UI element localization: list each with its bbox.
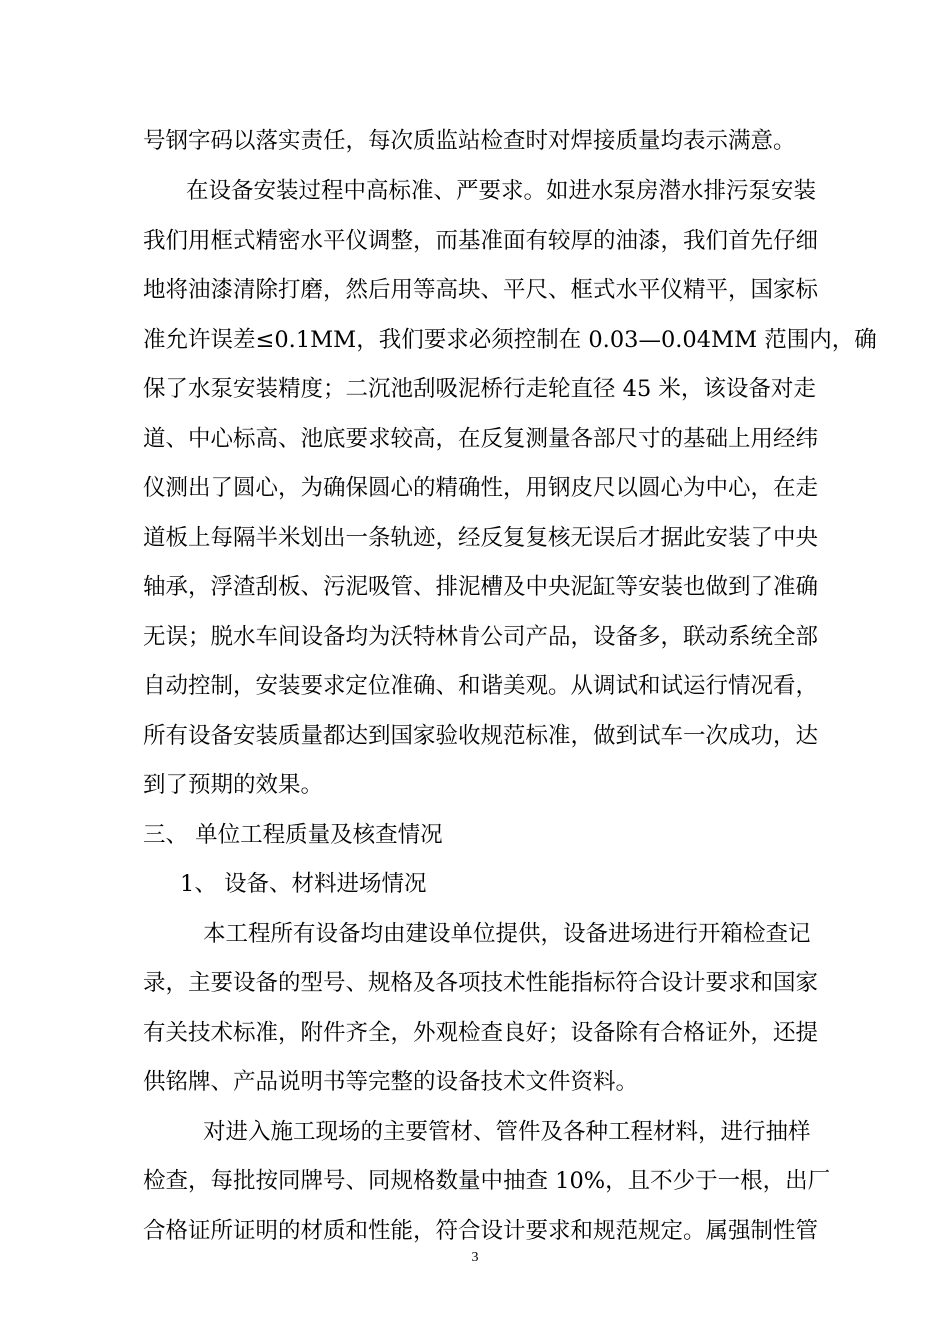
text-line: 道板上每隔半米划出一条轨迹，经反复复核无误后才据此安装了中央	[143, 525, 819, 551]
text-line: 录，主要设备的型号、规格及各项技术性能指标符合设计要求和国家	[143, 970, 819, 996]
text-line: 有关技术标准，附件齐全，外观检查良好；设备除有合格证外，还提	[143, 1020, 819, 1046]
text-line: 供铭牌、产品说明书等完整的设备技术文件资料。	[143, 1069, 639, 1095]
text-line: 号钢字码以落实责任，每次质监站检查时对焊接质量均表示满意。	[143, 128, 796, 154]
page-number: 3	[471, 1250, 479, 1265]
text-line: 道、中心标高、池底要求较高，在反复测量各部尺寸的基础上用经纬	[143, 426, 819, 452]
subsection-heading: 1、 设备、材料进场情况	[180, 871, 427, 897]
paragraph-first-line: 对进入施工现场的主要管材、管件及各种工程材料，进行抽样	[203, 1119, 811, 1145]
text-line: 自动控制，安装要求定位准确、和谐美观。从调试和试运行情况看，	[143, 673, 819, 699]
text-line: 无误；脱水车间设备均为沃特林肯公司产品，设备多，联动系统全部	[143, 624, 819, 650]
text-line: 地将油漆清除打磨，然后用等高块、平尺、框式水平仪精平，国家标	[143, 277, 819, 303]
text-line: 我们用框式精密水平仪调整，而基准面有较厚的油漆，我们首先仔细	[143, 228, 819, 254]
text-line: 到了预期的效果。	[143, 772, 324, 798]
text-line: 准允许误差≤0.1MM，我们要求必须控制在 0.03—0.04MM 范围内，确	[143, 327, 877, 353]
paragraph-first-line: 在设备安装过程中高标准、严要求。如进水泵房潜水排污泵安装	[186, 178, 817, 204]
text-line: 保了水泵安装精度；二沉池刮吸泥桥行走轮直径 45 米，该设备对走	[143, 376, 816, 402]
text-line: 合格证所证明的材质和性能，符合设计要求和规范规定。属强制性管	[143, 1218, 819, 1244]
text-line: 轴承，浮渣刮板、污泥吸管、排泥槽及中央泥缸等安装也做到了准确	[143, 574, 819, 600]
text-line: 仪测出了圆心，为确保圆心的精确性，用钢皮尺以圆心为中心，在走	[143, 475, 819, 501]
text-line: 所有设备安装质量都达到国家验收规范标准，做到试车一次成功，达	[143, 723, 819, 749]
text-line: 检查，每批按同牌号、同规格数量中抽查 10%，且不少于一根，出厂	[143, 1168, 831, 1194]
section-heading: 三、 单位工程质量及核查情况	[143, 822, 443, 848]
paragraph-first-line: 本工程所有设备均由建设单位提供，设备进场进行开箱检查记	[203, 921, 811, 947]
